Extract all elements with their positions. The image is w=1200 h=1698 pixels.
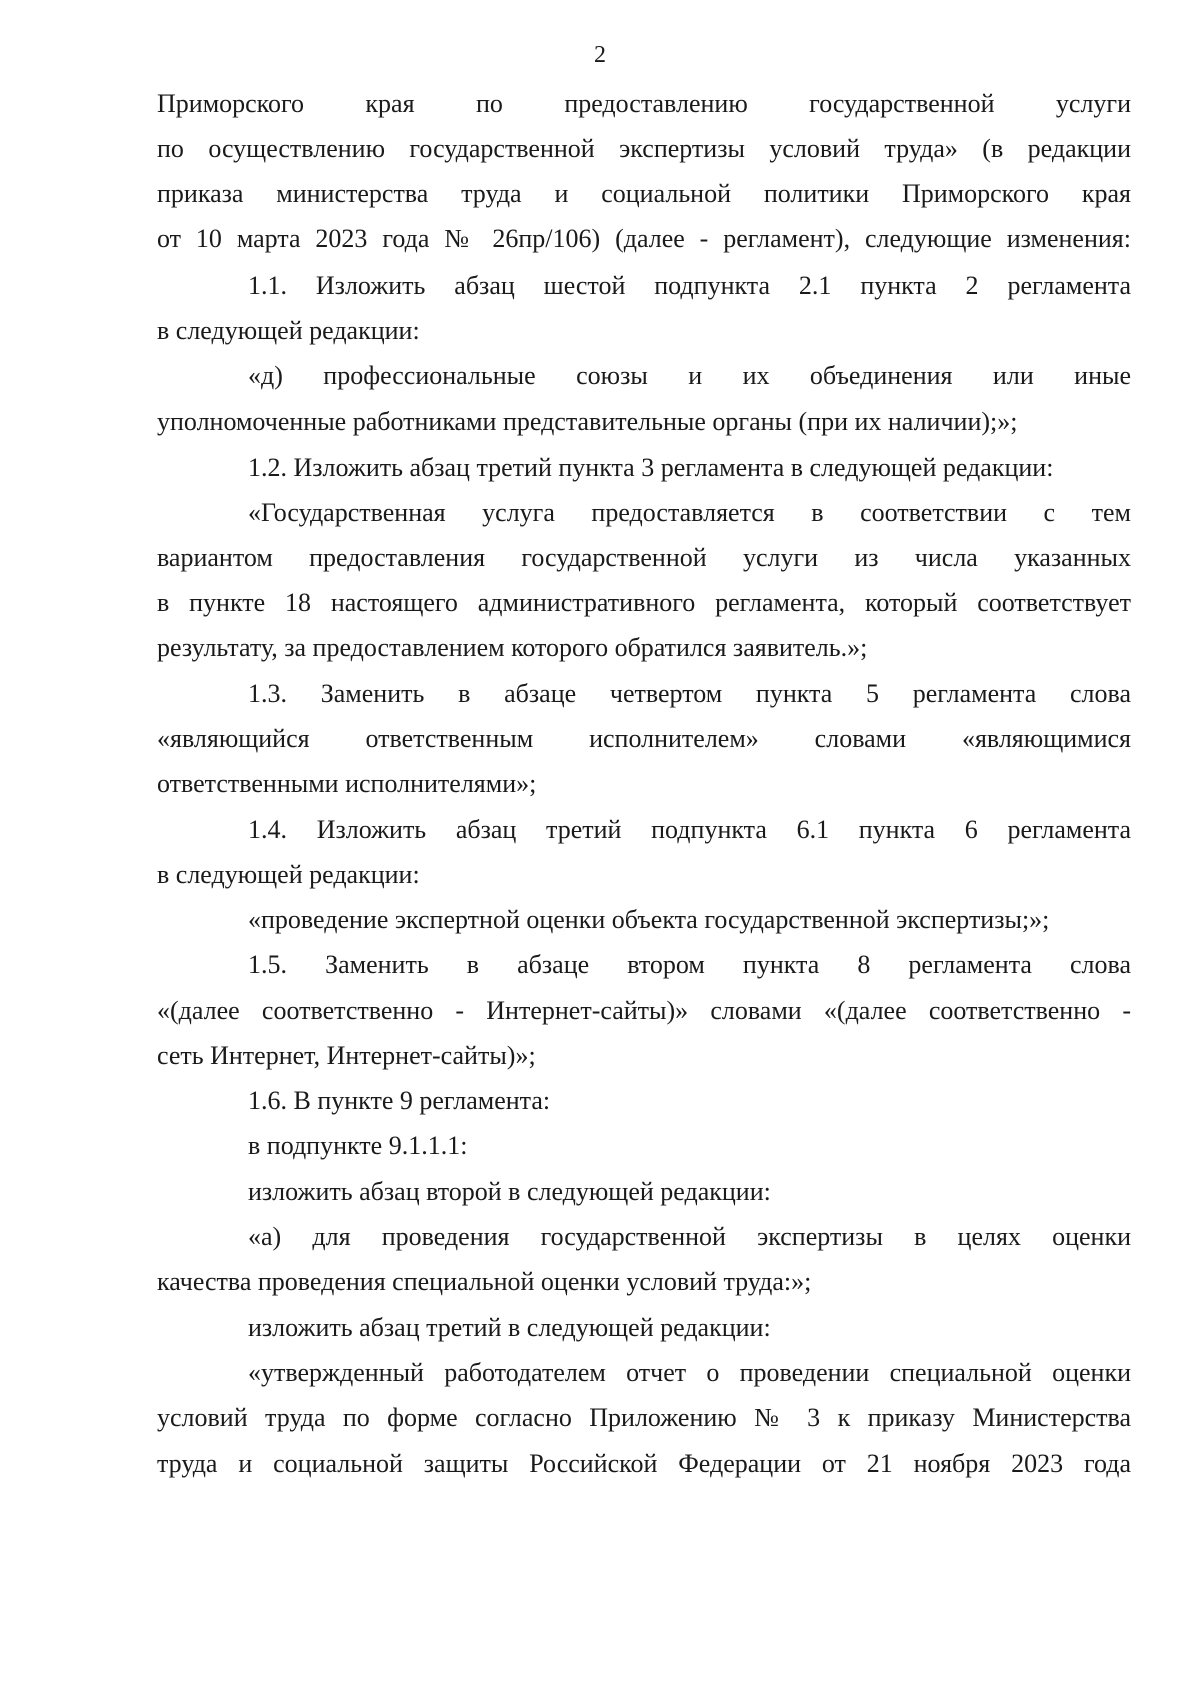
text-line: по осуществлению государственной экспертизы условий труда» (в редакции	[157, 134, 1131, 163]
paragraph-first-line: 1.4. Изложить абзац третий подпункта 6.1 пункта 6 регламента	[248, 815, 1131, 844]
paragraph-first-line: «Государственная услуга предоставляется в соответствии с тем	[248, 498, 1131, 527]
paragraph-first-line: 1.1. Изложить абзац шестой подпункта 2.1 пункта 2 регламента	[248, 271, 1131, 300]
paragraph-first-line: 1.2. Изложить абзац третий пункта 3 регламента в следующей редакции:	[248, 453, 1054, 482]
paragraph-first-line: 1.3. Заменить в абзаце четвертом пункта 5 регламента слова	[248, 679, 1131, 708]
paragraph-first-line: «проведение экспертной оценки объекта государственной экспертизы;»;	[248, 905, 1050, 934]
text-line: качества проведения специальной оценки условий труда:»;	[157, 1267, 812, 1296]
paragraph-first-line: 1.5. Заменить в абзаце втором пункта 8 регламента слова	[248, 950, 1131, 979]
text-line: приказа министерства труда и социальной политики Приморского края	[157, 179, 1131, 208]
text-line: результату, за предоставлением которого обратился заявитель.»;	[157, 633, 868, 662]
text-line: в пункте 18 настоящего административного регламента, который соответствует	[157, 588, 1131, 617]
text-line: в следующей редакции:	[157, 860, 420, 889]
text-line: уполномоченные работниками представительные органы (при их наличии);»;	[157, 407, 1018, 436]
text-line: от 10 марта 2023 года № 26пр/106) (далее - регламент), следующие изменения:	[157, 224, 1131, 253]
text-line: сеть Интернет, Интернет-сайты)»;	[157, 1041, 536, 1070]
paragraph-first-line: «д) профессиональные союзы и их объединения или иные	[248, 361, 1131, 390]
paragraph-first-line: изложить абзац второй в следующей редакции:	[248, 1177, 771, 1206]
paragraph-first-line: в подпункте 9.1.1.1:	[248, 1131, 468, 1160]
text-line: Приморского края по предоставлению государственной услуги	[157, 89, 1131, 118]
text-line: «являющийся ответственным исполнителем» словами «являющимися	[157, 724, 1131, 753]
paragraph-first-line: изложить абзац третий в следующей редакции:	[248, 1313, 771, 1342]
page-number: 2	[594, 42, 606, 68]
text-line: «(далее соответственно - Интернет-сайты)» словами «(далее соответственно -	[157, 996, 1131, 1025]
text-line: вариантом предоставления государственной услуги из числа указанных	[157, 543, 1131, 572]
text-line: ответственными исполнителями»;	[157, 769, 537, 798]
paragraph-first-line: 1.6. В пункте 9 регламента:	[248, 1086, 551, 1115]
paragraph-first-line: «а) для проведения государственной экспертизы в целях оценки	[248, 1222, 1131, 1251]
text-line: условий труда по форме согласно Приложению № 3 к приказу Министерства	[157, 1403, 1131, 1432]
text-line: в следующей редакции:	[157, 316, 420, 345]
paragraph-first-line: «утвержденный работодателем отчет о проведении специальной оценки	[248, 1358, 1131, 1387]
text-line: труда и социальной защиты Российской Федерации от 21 ноября 2023 года	[157, 1449, 1131, 1478]
